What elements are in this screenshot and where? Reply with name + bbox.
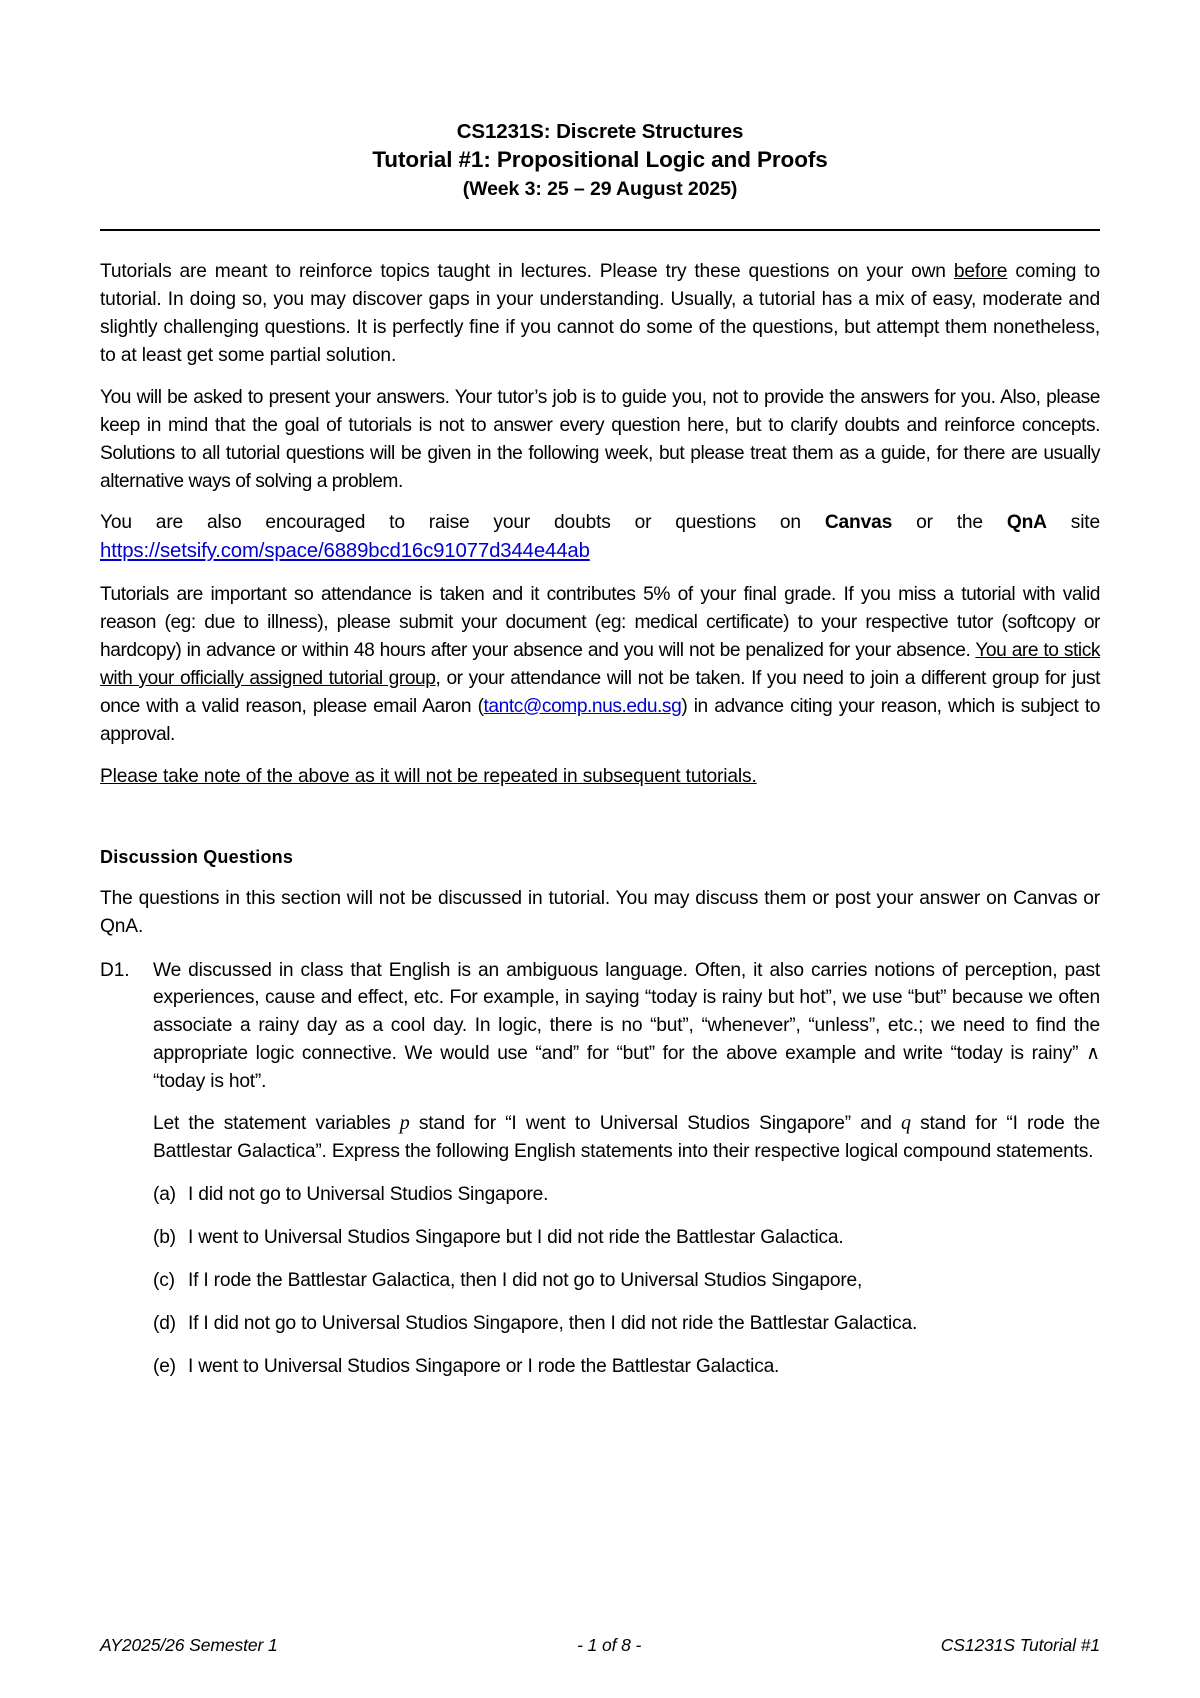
intro-p1-part-a: Tutorials are meant to reinforce topics taught in lectures. Please try these questions on your own	[100, 260, 954, 282]
question-d1-subparts	[153, 1181, 1100, 1380]
footer-left: AY2025/26 Semester 1	[100, 1635, 278, 1655]
qna-label: QnA	[1006, 512, 1047, 534]
subpart-b-label: (b)	[153, 1227, 176, 1249]
page-title: Tutorial #1: Propositional Logic and Proofs	[372, 147, 828, 173]
course-title: CS1231S: Discrete Structures	[456, 120, 744, 143]
subpart-a-label: (a)	[153, 1184, 176, 1206]
intro-p3-part-b: or the	[892, 512, 1007, 534]
qna-site-link[interactable]: https://setsify.com/space/6889bcd16c91077d344e44ab	[100, 540, 590, 563]
intro-p4-part-b: , or your attendance will not be taken. If you need to join a different group for just once with a valid reason, please email Aaron (	[100, 667, 1100, 717]
d1-statement-part-a: Let the statement variables	[153, 1113, 400, 1135]
subpart-a	[153, 1181, 1100, 1209]
subpart-c-text: If I rode the Battlestar Galactica, then I did not go to Universal Studios Singapore,	[188, 1269, 863, 1291]
canvas-label: Canvas	[824, 512, 893, 534]
subpart-e-text: I went to Universal Studios Singapore or I rode the Battlestar Galactica.	[188, 1355, 780, 1377]
document-header	[100, 118, 1100, 203]
subpart-d-text: If I did not go to Universal Studios Singapore, then I did not ride the Battlestar Galactica.	[188, 1312, 918, 1334]
question-d1	[100, 957, 1100, 1381]
intro-p4-emphasis: You are to stick with your officially assigned tutorial group	[100, 639, 1100, 689]
intro-p4-part-a: Tutorials are important so attendance is taken and it contributes 5% of your final grade. If you miss a tutorial with valid reason (eg: due to illness), please submit your document (eg: medical certificate) to your respective tutor (softcopy or hardcopy) in advance or within 48 hours after your absence and you will not be penalized for your absence.	[100, 584, 1100, 661]
subpart-a-text: I did not go to Universal Studios Singapore.	[188, 1184, 549, 1206]
intro-paragraph-1	[100, 258, 1100, 370]
d1-statement-part-b: stand for “I went to Universal Studios Singapore” and	[409, 1113, 901, 1135]
intro-paragraph-5	[100, 763, 1100, 791]
intro-p3-part-c: site	[1046, 512, 1101, 534]
variable-p: p	[399, 1112, 410, 1135]
document-body	[100, 258, 1100, 1381]
footer-right: CS1231S Tutorial #1	[940, 1635, 1100, 1655]
intro-p1-part-b: coming to tutorial. In doing so, you may discover gaps in your understanding. Usually, a tutorial has a mix of easy, moderate and slightly challenging questions. It is perfectly fine if you cannot do some of the questions, but attempt them nonetheless, to at least get some partial solution.	[100, 260, 1100, 366]
intro-paragraph-4	[100, 581, 1100, 749]
week-subtitle: (Week 3: 25 – 29 August 2025)	[462, 178, 738, 201]
subpart-d-label: (d)	[153, 1312, 176, 1334]
subpart-e-label: (e)	[153, 1355, 176, 1377]
intro-paragraph-2: You will be asked to present your answers. Your tutor’s job is to guide you, not to provide the answers for you. Also, please keep in mind that the goal of tutorials is not to answer every question here, but to clarify doubts and reinforce concepts. Solutions to all tutorial questions will be given in the following week, but please treat them as a guide, for there are usually alternative ways of solving a problem.	[100, 386, 1100, 492]
variable-q: q	[900, 1112, 911, 1135]
subpart-e	[153, 1353, 1100, 1381]
question-d1-body	[153, 957, 1100, 1381]
subpart-b	[153, 1224, 1100, 1252]
subpart-c-label: (c)	[153, 1269, 175, 1291]
question-d1-paragraph-2	[153, 1109, 1100, 1166]
subpart-d	[153, 1310, 1100, 1338]
question-d1-label: D1.	[100, 959, 130, 981]
question-d1-paragraph-1: We discussed in class that English is an ambiguous language. Often, it also carries notions of perception, past experiences, cause and effect, etc. For example, in saying “today is rainy but hot”, we use “but” because we often associate a rainy day as a cool day. In logic, there is no “but”, “whenever”, “unless”, etc.; we need to find the appropriate logic connective. We would use “and” for “but” for the above example and write “today is rainy” ∧ “today is hot”.	[153, 959, 1100, 1093]
page-footer	[100, 1635, 1100, 1656]
discussion-questions-heading: Discussion Questions	[100, 846, 294, 867]
intro-paragraph-3	[100, 509, 1100, 567]
subpart-c	[153, 1267, 1100, 1295]
d1-statement-part-c: stand for “I rode the Battlestar Galactica”. Express the following English statements into their respective logical compound statements.	[153, 1113, 1100, 1163]
intro-p1-emphasis: before	[953, 260, 1008, 282]
subpart-b-text: I went to Universal Studios Singapore but I did not ride the Battlestar Galactica.	[188, 1227, 844, 1249]
discussion-blurb: The questions in this section will not be discussed in tutorial. You may discuss them or post your answer on Canvas or QnA.	[100, 887, 1100, 937]
aaron-email-link[interactable]: tantc@comp.nus.edu.sg	[483, 695, 682, 717]
intro-p4-part-c: ) in advance citing your reason, which is subject to approval.	[100, 695, 1100, 745]
header-divider	[100, 229, 1100, 231]
take-note-emphasis: Please take note of the above as it will not be repeated in subsequent tutorials.	[100, 765, 757, 787]
intro-p3-part-a: You are also encouraged to raise your doubts or questions on	[100, 512, 825, 534]
footer-page-number: - 1 of 8 -	[577, 1635, 642, 1655]
